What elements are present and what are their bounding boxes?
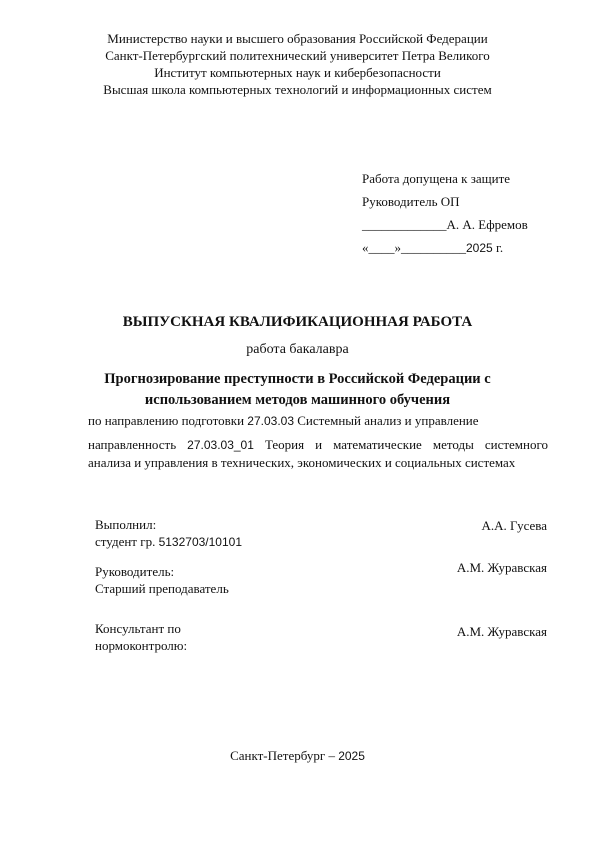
supervisor-position: Старший преподаватель bbox=[95, 581, 229, 596]
institution-header bbox=[0, 30, 595, 98]
student-role: Выполнил: bbox=[95, 517, 157, 532]
student-name: А.А. Гусева bbox=[481, 518, 547, 533]
institute-line: Институт компьютерных наук и кибербезопасности bbox=[154, 65, 441, 80]
direction-line3: анализа и управления в технических, экономических и социальных системах bbox=[88, 455, 516, 470]
thesis-topic bbox=[0, 369, 595, 411]
specialization-prefix: направленность bbox=[88, 437, 188, 452]
ministry-line: Министерство науки и высшего образования Российской Федерации bbox=[107, 31, 488, 46]
approval-date-blank: «____»__________ bbox=[362, 240, 466, 255]
direction-block bbox=[88, 412, 548, 471]
direction-line1-prefix: по направлению подготовки bbox=[88, 413, 248, 428]
consultant-name: А.М. Журавская bbox=[456, 624, 547, 639]
thesis-topic-line1: Прогнозирование преступности в Российской Федерации с bbox=[104, 371, 491, 387]
supervisor-name: А.М. Журавская bbox=[456, 560, 547, 575]
specialization-name: Теория и математические методы системного bbox=[253, 437, 548, 452]
approval-date-suffix: г. bbox=[492, 240, 504, 255]
consultant-block bbox=[95, 620, 187, 654]
consultant-role-line2: нормоконтролю: bbox=[95, 638, 188, 653]
thesis-topic-line2: использованием методов машинного обучения bbox=[144, 392, 451, 408]
school-line: Высшая школа компьютерных технологий и информационных систем bbox=[103, 82, 492, 97]
supervisor-role: Руководитель: bbox=[95, 564, 175, 579]
consultant-role-line1: Консультант по bbox=[95, 621, 181, 636]
specialization-code: 27.03.03_01 bbox=[187, 438, 254, 452]
student-block bbox=[95, 516, 242, 551]
student-group-line bbox=[95, 533, 242, 551]
direction-code: 27.03.03 bbox=[247, 414, 295, 428]
approval-head: Руководитель ОП bbox=[362, 194, 460, 209]
student-group-prefix: студент гр. bbox=[95, 534, 159, 549]
direction-line1 bbox=[88, 412, 548, 430]
city-year-footer bbox=[0, 748, 595, 764]
approval-admitted: Работа допущена к защите bbox=[362, 171, 511, 186]
direction-line2 bbox=[88, 436, 548, 454]
approval-signature-line: _____________А. А. Ефремов bbox=[362, 217, 528, 232]
direction-name: Системный анализ и управление bbox=[294, 413, 479, 428]
approval-date-year: 2025 bbox=[466, 241, 493, 255]
work-type: работа бакалавра bbox=[246, 342, 349, 357]
footer-year: 2025 bbox=[338, 749, 365, 763]
footer-city: Санкт-Петербург – bbox=[230, 748, 339, 763]
approval-date bbox=[362, 236, 528, 259]
university-line: Санкт-Петербургский политехнический университет Петра Великого bbox=[105, 48, 490, 63]
supervisor-block bbox=[95, 563, 229, 597]
student-group: 5132703/10101 bbox=[158, 535, 242, 549]
approval-block bbox=[362, 167, 528, 259]
work-title: ВЫПУСКНАЯ КВАЛИФИКАЦИОННАЯ РАБОТА bbox=[122, 314, 473, 330]
